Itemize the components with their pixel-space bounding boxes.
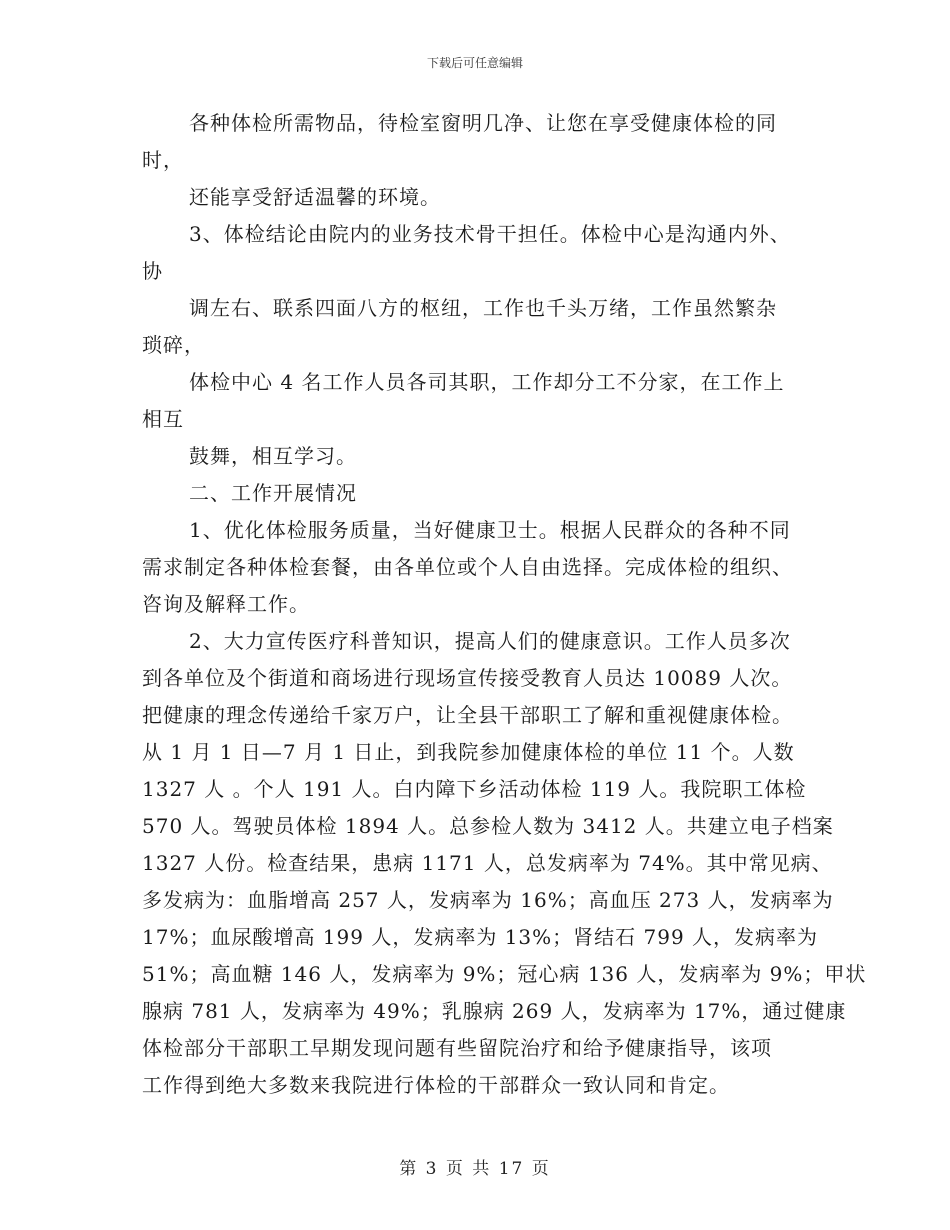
body-line: 多发病为：血脂增高 257 人，发病率为 16%；高血压 273 人，发病率为	[142, 888, 834, 912]
body-line: 把健康的理念传递给千家万户，让全县干部职工了解和重视健康体检。	[142, 703, 793, 727]
body-line: 需求制定各种体检套餐，由各单位或个人自由选择。完成体检的组织、	[142, 555, 793, 579]
body-line: 工作得到绝大多数来我院进行体检的干部群众一致认同和肯定。	[142, 1073, 730, 1097]
body-line: 17%；血尿酸增高 199 人，发病率为 13%；肾结石 799 人，发病率为	[142, 925, 819, 949]
body-line: 琐碎，	[142, 333, 205, 357]
body-line: 还能享受舒适温馨的环境。	[189, 185, 441, 209]
body-line: 到各单位及个街道和商场进行现场宣传接受教育人员达 10089 人次。	[142, 666, 793, 690]
body-line: 1327 人 。个人 191 人。白内障下乡活动体检 119 人。我院职工体检	[142, 777, 807, 801]
body-line: 体检部分干部职工早期发现问题有些留院治疗和给予健康指导，该项	[142, 1036, 772, 1060]
body-line: 2、大力宣传医疗科普知识，提高人们的健康意识。工作人员多次	[189, 629, 791, 653]
body-line: 时，	[142, 148, 184, 172]
document-body	[142, 105, 867, 1104]
body-line: 体检中心 4 名工作人员各司其职，工作却分工不分家，在工作上	[189, 370, 785, 394]
body-line: 51%；高血糖 146 人，发病率为 9%；冠心病 136 人，发病率为 9%；甲状	[142, 962, 867, 986]
body-line: 协	[142, 259, 163, 283]
body-line: 咨询及解释工作。	[142, 592, 310, 616]
page-header-note: 下载后可任意编辑	[426, 56, 523, 70]
body-line: 各种体检所需物品，待检室窗明几净、让您在享受健康体检的同	[189, 111, 777, 135]
page-number: 第 3 页 共 17 页	[399, 1159, 551, 1179]
body-line: 3、体检结论由院内的业务技术骨干担任。体检中心是沟通内外、	[189, 222, 791, 246]
body-line: 鼓舞，相互学习。	[189, 444, 357, 468]
body-line: 1327 人份。检查结果，患病 1171 人，总发病率为 74%。其中常见病、	[142, 851, 833, 875]
body-line: 从 1 月 1 日—7 月 1 日止，到我院参加健康体检的单位 11 个。人数	[142, 740, 795, 764]
section-heading: 二、工作开展情况	[189, 481, 357, 505]
body-line: 1、优化体检服务质量，当好健康卫士。根据人民群众的各种不同	[189, 518, 791, 542]
body-line: 调左右、联系四面八方的枢纽，工作也千头万绪，工作虽然繁杂	[189, 296, 777, 320]
body-line: 570 人。驾驶员体检 1894 人。总参检人数为 3412 人。共建立电子档案	[142, 814, 834, 838]
body-line: 相互	[142, 407, 184, 431]
body-line: 腺病 781 人，发病率为 49%；乳腺病 269 人，发病率为 17%，通过健康	[142, 999, 847, 1023]
